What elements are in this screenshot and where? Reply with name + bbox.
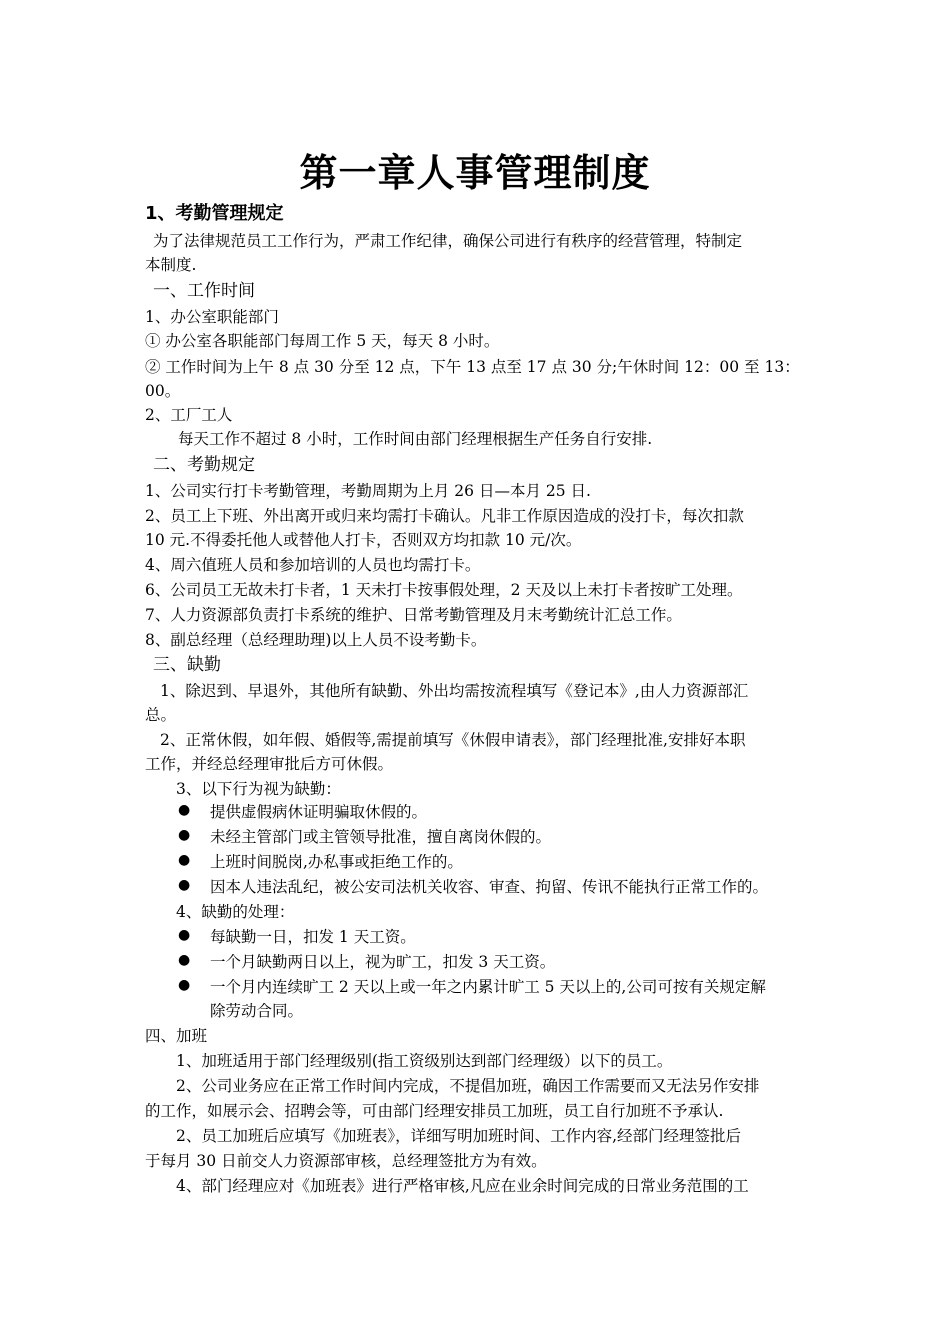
list-item: 一个月缺勤两日以上，视为旷工，扣发 3 天工资。 bbox=[210, 953, 556, 971]
list-item: 未经主管部门或主管领导批准，擅自离岗休假的。 bbox=[210, 828, 552, 846]
list-item: 每缺勤一日，扣发 1 天工资。 bbox=[210, 928, 416, 946]
paragraph: 2、员工上下班、外出离开或归来均需打卡确认。凡非工作原因造成的没打卡，每次扣款 bbox=[145, 507, 744, 525]
paragraph: 2、工厂工人 bbox=[145, 406, 233, 424]
list-item: 一个月内连续旷工 2 天以上或一年之内累计旷工 5 天以上的,公司可按有关规定解 bbox=[210, 978, 766, 996]
paragraph: 7、人力资源部负责打卡系统的维护、日常考勤管理及月末考勤统计汇总工作。 bbox=[145, 606, 682, 624]
paragraph: 1、办公室职能部门 bbox=[145, 308, 279, 326]
paragraph: 工作，并经总经理审批后方可休假。 bbox=[145, 755, 394, 773]
list-item: 上班时间脱岗,办私事或拒绝工作的。 bbox=[210, 853, 463, 871]
bullet-icon: ● bbox=[178, 977, 191, 993]
paragraph: 4、缺勤的处理： bbox=[176, 903, 295, 921]
paragraph: 每天工作不超过 8 小时，工作时间由部门经理根据生产任务自行安排. bbox=[178, 430, 653, 448]
paragraph: 3、以下行为视为缺勤： bbox=[176, 780, 341, 798]
paragraph: 的工作，如展示会、招聘会等，可由部门经理安排员工加班，员工自行加班不予承认. bbox=[145, 1102, 724, 1120]
bullet-icon: ● bbox=[178, 952, 191, 968]
section-heading: 1、考勤管理规定 bbox=[145, 203, 284, 224]
paragraph: 8、副总经理（总经理助理)以上人员不设考勤卡。 bbox=[145, 631, 487, 649]
paragraph: 00。 bbox=[145, 382, 181, 400]
paragraph: 4、部门经理应对《加班表》进行严格审核,凡应在业余时间完成的日常业务范围的工 bbox=[176, 1177, 749, 1195]
paragraph: 6、公司员工无故未打卡者，1 天未打卡按事假处理，2 天及以上未打卡者按旷工处理。 bbox=[145, 581, 743, 599]
bullet-icon: ● bbox=[178, 802, 191, 818]
list-item: 因本人违法乱纪，被公安司法机关收容、审查、拘留、传讯不能执行正常工作的。 bbox=[210, 878, 769, 896]
paragraph: 2、员工加班后应填写《加班表》，详细写明加班时间、工作内容,经部门经理签批后 bbox=[176, 1127, 742, 1145]
list-item: 除劳动合同。 bbox=[210, 1002, 304, 1020]
paragraph: 于每月 30 日前交人力资源部审核，总经理签批方为有效。 bbox=[145, 1152, 547, 1170]
paragraph: 2、正常休假，如年假、婚假等,需提前填写《休假申请表》，部门经理批准,安排好本职 bbox=[160, 731, 746, 749]
paragraph: ② 工作时间为上午 8 点 30 分至 12 点，下午 13 点至 17 点 30 分;午休时间 12：00 至 13： bbox=[145, 358, 800, 376]
intro-line: 为了法律规范员工工作行为，严肃工作纪律，确保公司进行有秩序的经营管理，特制定 bbox=[153, 232, 743, 250]
paragraph: 1、公司实行打卡考勤管理，考勤周期为上月 26 日—本月 25 日. bbox=[145, 482, 591, 500]
paragraph: ① 办公室各职能部门每周工作 5 天，每天 8 小时。 bbox=[145, 332, 500, 350]
bullet-icon: ● bbox=[178, 927, 191, 943]
paragraph: 4、周六值班人员和参加培训的人员也均需打卡。 bbox=[145, 556, 481, 574]
intro-line: 本制度. bbox=[145, 256, 197, 274]
paragraph: 10 元.不得委托他人或替他人打卡，否则双方均扣款 10 元/次。 bbox=[145, 531, 582, 549]
part-heading: 二、考勤规定 bbox=[153, 455, 255, 475]
paragraph: 总。 bbox=[145, 706, 177, 724]
paragraph: 2、公司业务应在正常工作时间内完成，不提倡加班，确因工作需要而又无法另作安排 bbox=[176, 1077, 760, 1095]
part-heading: 三、缺勤 bbox=[153, 655, 221, 675]
bullet-icon: ● bbox=[178, 877, 191, 893]
paragraph: 1、加班适用于部门经理级别(指工资级别达到部门经理级）以下的员工。 bbox=[176, 1052, 673, 1070]
part-heading: 一、工作时间 bbox=[153, 281, 255, 301]
page-title: 第一章人事管理制度 bbox=[299, 151, 651, 195]
list-item: 提供虚假病休证明骗取休假的。 bbox=[210, 803, 428, 821]
bullet-icon: ● bbox=[178, 852, 191, 868]
bullet-icon: ● bbox=[178, 827, 191, 843]
paragraph: 1、除迟到、早退外，其他所有缺勤、外出均需按流程填写《登记本》,由人力资源部汇 bbox=[160, 682, 749, 700]
part-heading: 四、加班 bbox=[145, 1027, 208, 1045]
